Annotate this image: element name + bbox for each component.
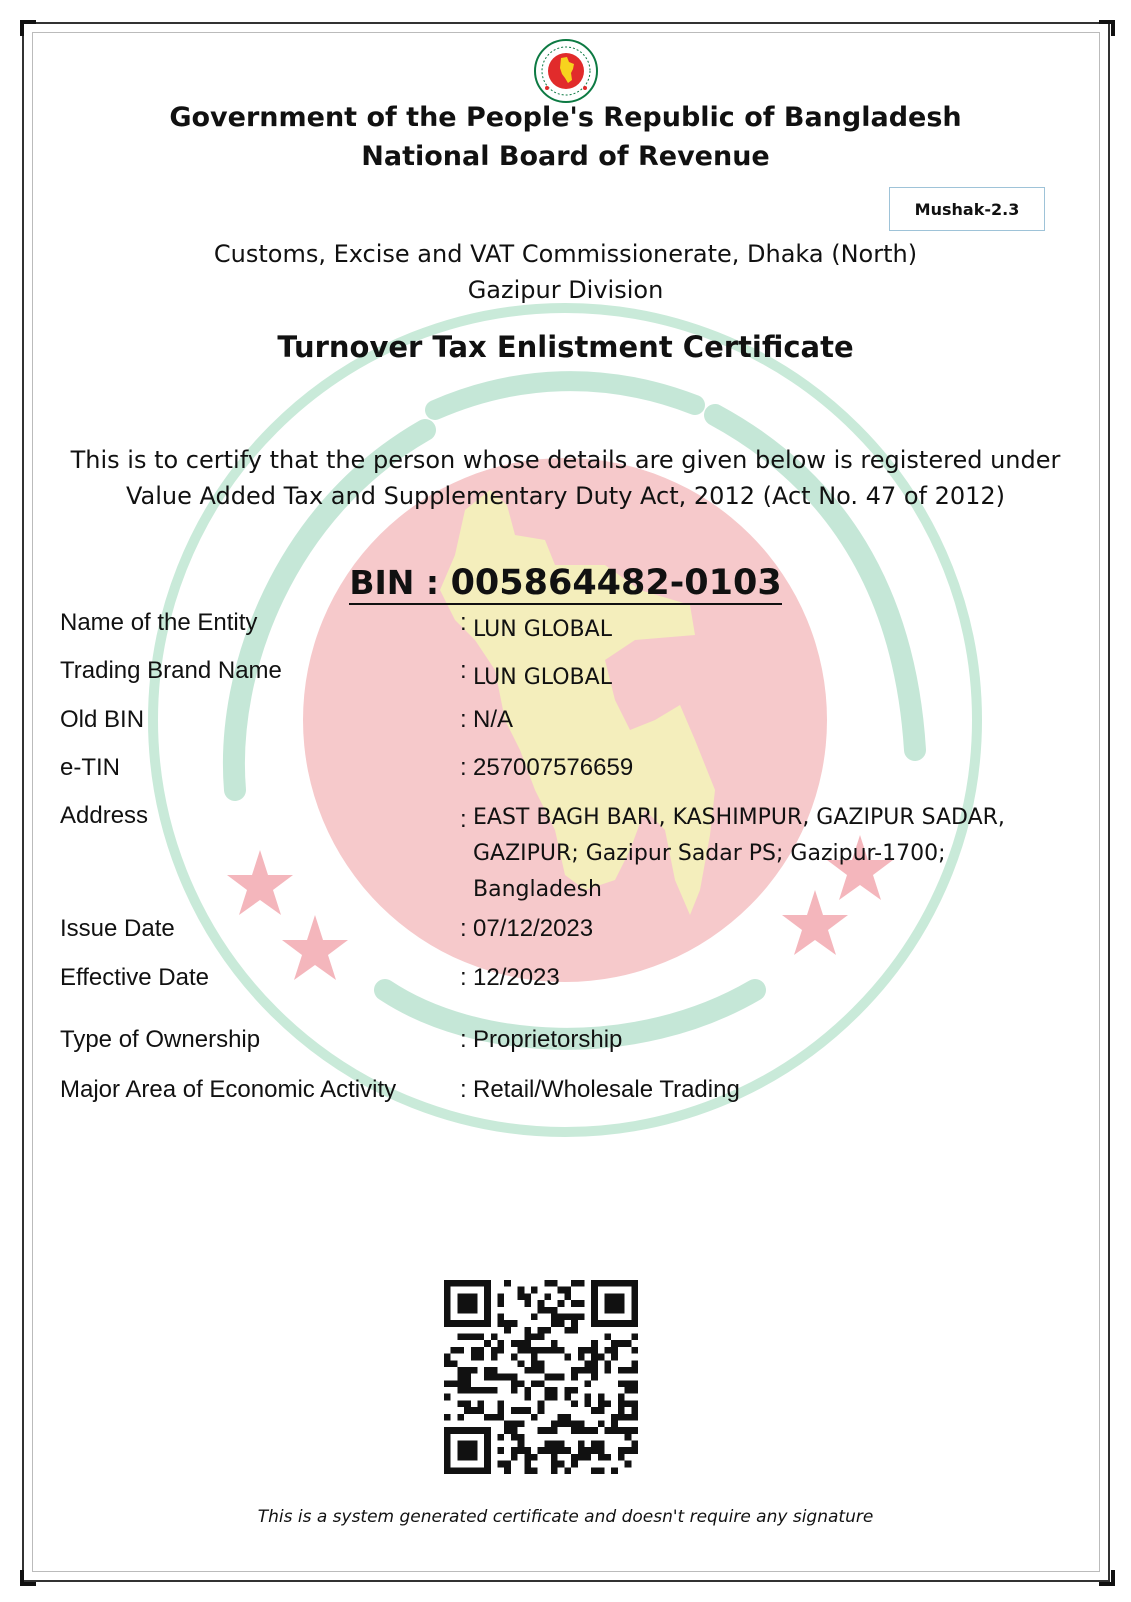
detail-value: N/A (473, 706, 514, 733)
certification-statement (60, 442, 1071, 514)
detail-value: 07/12/2023 (473, 915, 594, 942)
government-title: Government of the People's Republic of Bangladesh (169, 102, 962, 133)
certify-line-1: This is to certify that the person whose details are given below is registered under (70, 446, 1061, 474)
address-line: Bangladesh (473, 877, 602, 902)
office-line-1: Customs, Excise and VAT Commissionerate, Dhaka (North) (213, 240, 918, 268)
detail-value: LUN GLOBAL (473, 665, 612, 690)
detail-value: 257007576659 (473, 754, 634, 781)
footer-note: This is a system generated certificate and doesn't require any signature (257, 1507, 874, 1527)
bin-number: 005864482-0103 (450, 563, 782, 603)
office-line-2: Gazipur Division (467, 276, 664, 304)
address-value (473, 800, 1053, 908)
detail-label: Type of Ownership (60, 1026, 261, 1053)
detail-label: Trading Brand Name (60, 657, 282, 684)
detail-label: Name of the Entity (60, 609, 258, 636)
colon-separator: : (460, 706, 467, 733)
detail-value: LUN GLOBAL (473, 617, 612, 642)
detail-label: Address (60, 802, 149, 829)
government-emblem-icon (533, 38, 599, 104)
colon-separator: : (460, 754, 467, 781)
colon-separator: : (460, 657, 467, 684)
colon-separator: : (460, 915, 467, 942)
address-line: EAST BAGH BARI, KASHIMPUR, GAZIPUR SADAR, (473, 805, 1005, 830)
bin-label: BIN : (349, 563, 440, 602)
bin-heading (0, 563, 1131, 603)
detail-label: Issue Date (60, 915, 175, 942)
board-title: National Board of Revenue (361, 141, 770, 172)
colon-separator: : (460, 1026, 467, 1053)
qr-code-icon (444, 1280, 638, 1474)
colon-separator: : (460, 609, 467, 636)
detail-label: Effective Date (60, 964, 209, 991)
detail-label: Major Area of Economic Activity (60, 1076, 397, 1103)
detail-label: Old BIN (60, 706, 145, 733)
certify-line-2: Value Added Tax and Supplementary Duty Act, 2012 (Act No. 47 of 2012) (125, 482, 1006, 510)
corner-mark (20, 20, 36, 36)
corner-mark (1099, 1570, 1115, 1586)
certificate-title: Turnover Tax Enlistment Certificate (277, 330, 854, 364)
address-line: GAZIPUR; Gazipur Sadar PS; Gazipur-1700; (473, 841, 946, 866)
colon-separator: : (460, 1076, 467, 1103)
detail-value: Proprietorship (473, 1026, 623, 1053)
corner-mark (20, 1570, 36, 1586)
corner-mark (1099, 20, 1115, 36)
form-code-badge: Mushak-2.3 (889, 187, 1045, 231)
detail-label: e-TIN (60, 754, 120, 781)
colon-separator: : (460, 964, 467, 991)
detail-value: 12/2023 (473, 964, 560, 991)
colon-separator: : (460, 806, 467, 833)
detail-value: Retail/Wholesale Trading (473, 1076, 740, 1103)
